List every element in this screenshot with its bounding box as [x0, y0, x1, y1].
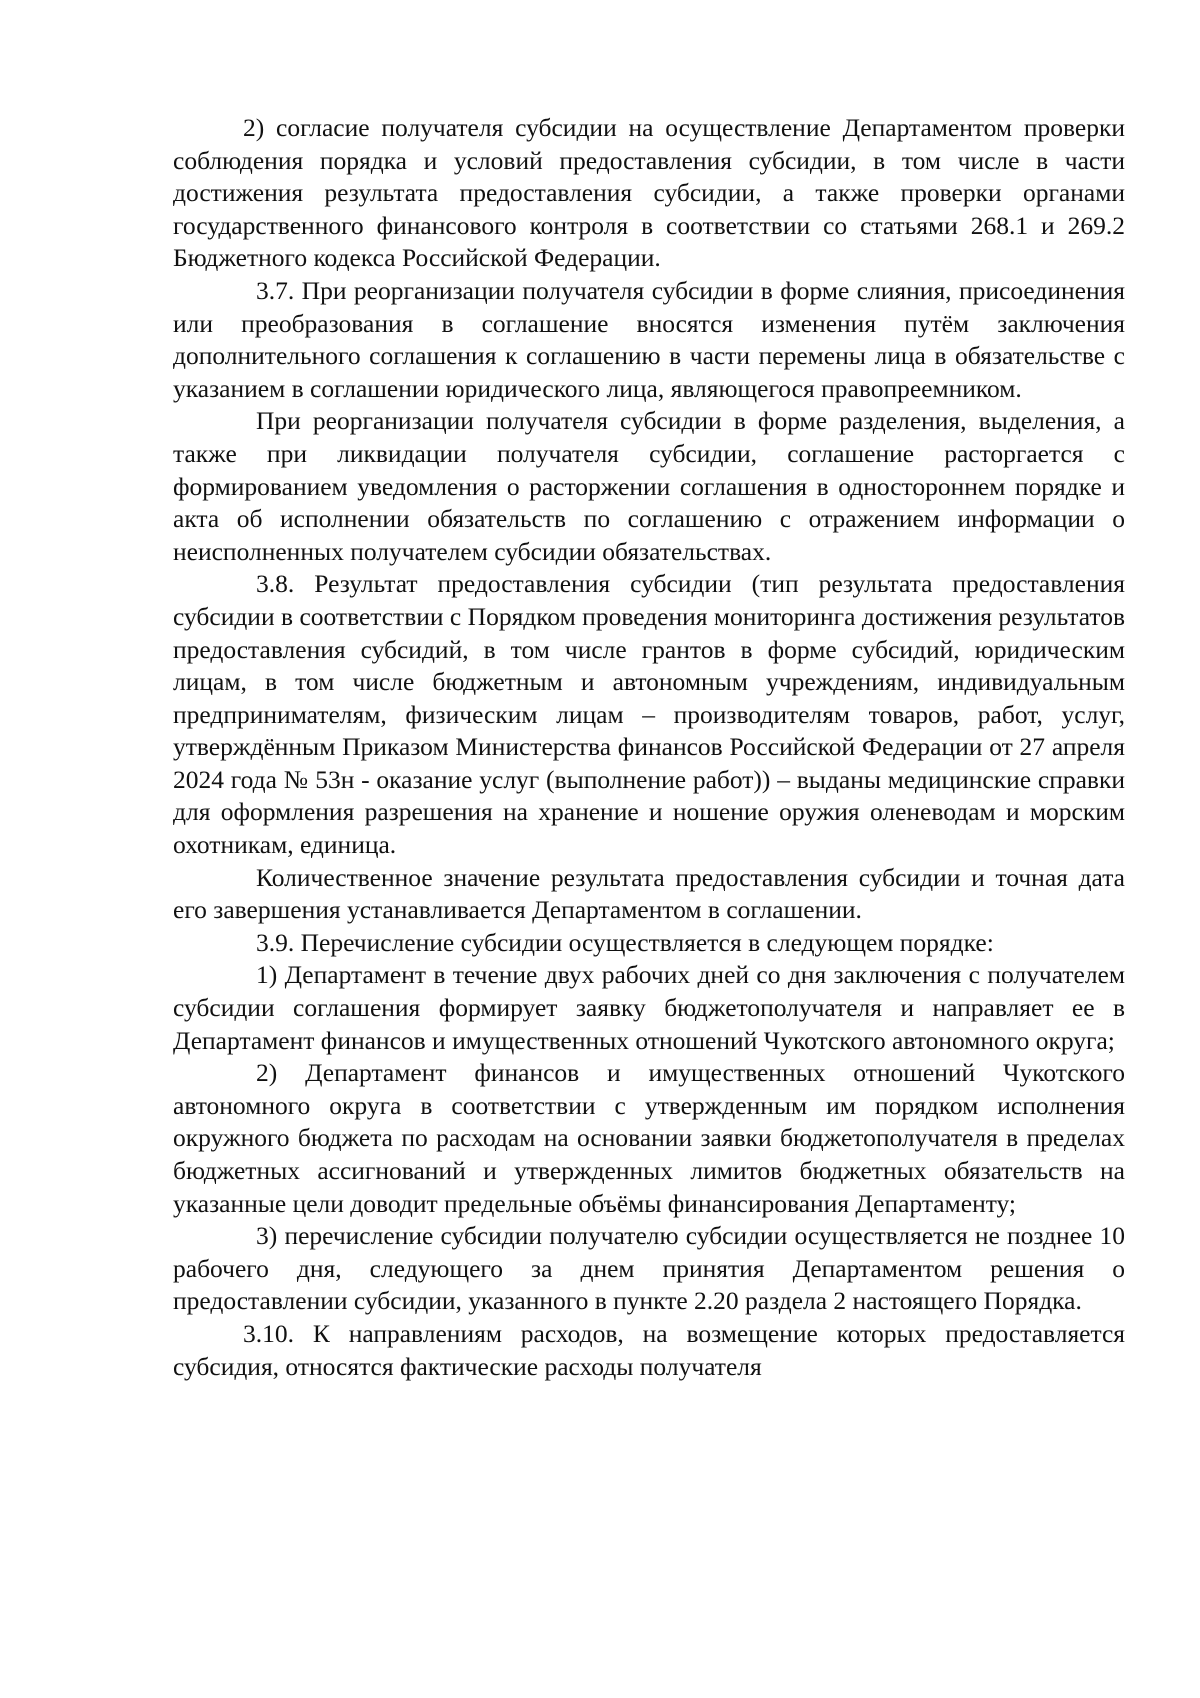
paragraph-3-7: 3.7. При реорганизации получателя субсидии в форме слияния, присоединения или преобразования в соглашение вносятся изменения путём заключения дополнительного соглашения к соглашению в части перемены лица в обязательстве с указанием в соглашении юридического лица, являющегося правопреемником.	[173, 275, 1125, 403]
document-body	[173, 112, 1125, 1383]
paragraph-quantitative-value: Количественное значение результата предоставления субсидии и точная дата его завершения устанавливается Департаментом в соглашении.	[173, 862, 1125, 925]
paragraph-3-9-item-2: 2) Департамент финансов и имущественных отношений Чукотского автономного округа в соответствии с утвержденным им порядком исполнения окружного бюджета по расходам на основании заявки бюджетополучателя в пределах бюджетных ассигнований и утвержденных лимитов бюджетных обязательств на указанные цели доводит предельные объёмы финансирования Департаменту;	[173, 1058, 1125, 1218]
paragraph-3-9-item-3: 3) перечисление субсидии получателю субсидии осуществляется не позднее 10 рабочего дня, следующего за днем принятия Департаментом решения о предоставлении субсидии, указанного в пункте 2.20 раздела 2 настоящего Порядка.	[173, 1221, 1125, 1316]
paragraph-3-9: 3.9. Перечисление субсидии осуществляется в следующем порядке:	[256, 927, 994, 957]
paragraph-3-10: 3.10. К направлениям расходов, на возмещение которых предоставляется субсидия, относятся фактические расходы получателя	[173, 1318, 1125, 1381]
paragraph-reorganization-division: При реорганизации получателя субсидии в форме разделения, выделения, а также при ликвидации получателя субсидии, соглашение расторгается с формированием уведомления о расторжении соглашения в одностороннем порядке и акта об исполнении обязательств по соглашению с отражением информации о неисполненных получателем субсидии обязательствах.	[173, 406, 1125, 566]
paragraph-consent-check: 2) согласие получателя субсидии на осуществление Департаментом проверки соблюдения порядка и условий предоставления субсидии, в том числе в части достижения результата предоставления субсидии, а также проверки органами государственного финансового контроля в соответствии со статьями 268.1 и 269.2 Бюджетного кодекса Российской Федерации.	[173, 113, 1125, 273]
paragraph-3-8: 3.8. Результат предоставления субсидии (тип результата предоставления субсидии в соответствии с Порядком проведения мониторинга достижения результатов предоставления субсидий, в том числе грантов в форме субсидий, юридическим лицам, в том числе бюджетным и автономным учреждениям, индивидуальным предпринимателям, физическим лицам – производителям товаров, работ, услуг, утверждённым Приказом Министерства финансов Российской Федерации от 27 апреля 2024 года № 53н - оказание услуг (выполнение работ)) – выданы медицинские справки для оформления разрешения на хранение и ношение оружия оленеводам и морским охотникам, единица.	[173, 569, 1125, 860]
paragraph-3-9-item-1: 1) Департамент в течение двух рабочих дней со дня заключения с получателем субсидии соглашения формирует заявку бюджетополучателя и направляет ее в Департамент финансов и имущественных отношений Чукотского автономного округа;	[173, 960, 1125, 1055]
